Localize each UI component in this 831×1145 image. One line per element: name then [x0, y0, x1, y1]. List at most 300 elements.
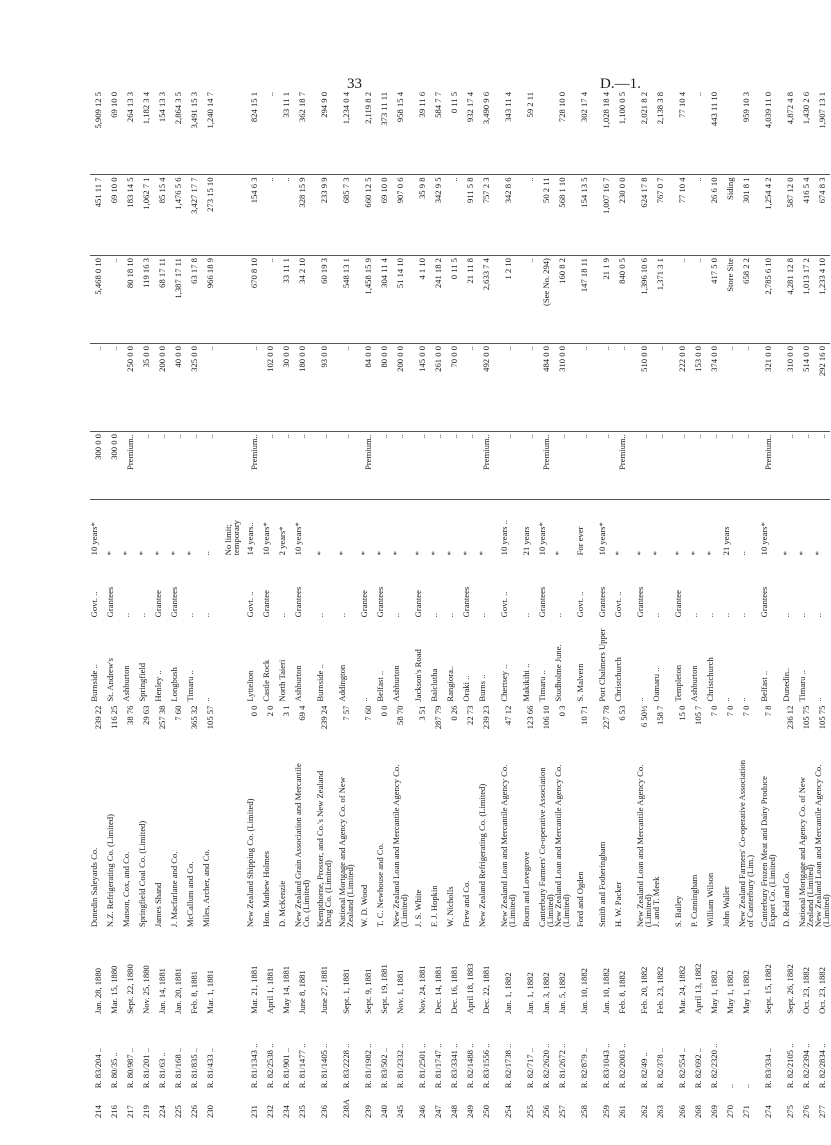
table-cell: 492 0 0 — [478, 344, 494, 432]
table-cell: Grantees — [759, 586, 769, 618]
table-cell — [538, 90, 554, 175]
table-cell: 840 0 5 — [614, 256, 630, 344]
table-cell: .. — [277, 613, 287, 618]
table-cell: Templeton — [673, 664, 683, 702]
table-cell: National Mortgage and Agency Co. of New Zealand (Limited) — [337, 777, 355, 928]
table-cell: For ever — [575, 526, 585, 556]
table-cell: Hon. Mathew Holmes — [261, 851, 271, 928]
table-cell: 262 — [639, 1105, 649, 1118]
table-cell: June 8, 1881 — [297, 970, 307, 1014]
table-cell — [224, 432, 240, 500]
table-cell: 257 38 — [157, 705, 167, 730]
table-cell: T. C. Newhouse and Co. — [375, 843, 385, 928]
table-cell: * — [613, 551, 623, 556]
table-cell: Sept. 9, 1881 — [363, 968, 373, 1014]
table-cell: 1,182 3 4 — [138, 90, 154, 175]
table-cell: .. — [338, 432, 354, 500]
table-cell: 240 — [379, 1105, 389, 1118]
table-cell: .. — [338, 344, 354, 432]
table-cell: .. — [170, 432, 186, 500]
table-cell: J. S. White — [413, 889, 423, 928]
table-cell: 230 — [205, 1105, 215, 1118]
table-cell: 451 11 7 — [90, 175, 106, 256]
table-cell: .. — [262, 175, 278, 256]
table-cell: * — [429, 551, 439, 556]
table-cell: .. — [690, 256, 706, 344]
table-cell: 58 70 — [395, 705, 405, 725]
table-cell: .. — [690, 90, 706, 175]
table-cell: * — [375, 551, 385, 556]
table-cell: 105 75 — [817, 705, 827, 730]
table-cell: Grantees — [635, 586, 645, 618]
table-cell: 63 17 8 — [186, 256, 202, 344]
table-cell: 15 0 — [677, 705, 687, 721]
table-cell: .. — [652, 432, 668, 500]
table-cell: Feb. 8, 1881 — [189, 970, 199, 1014]
table-cell: W. D. Wood — [359, 884, 369, 928]
table-cell: Timaru .. — [797, 670, 807, 702]
table-cell: Smith and Fotheringham — [597, 841, 607, 928]
table-row — [598, 90, 614, 1120]
table-cell: 373 11 11 — [376, 90, 392, 175]
table-row — [122, 90, 138, 1120]
table-cell: 1,028 18 4 — [598, 90, 614, 175]
table-cell: 4,281 12 8 — [782, 256, 798, 344]
table-cell: Sept. 1, 1881 — [341, 968, 351, 1014]
table-cell: .. — [798, 432, 814, 500]
table-cell: Dunedin Saleyards Co. — [89, 847, 99, 928]
table-cell: Dec. 16, 1881 — [449, 965, 459, 1014]
table-cell: William Wilson — [705, 872, 715, 928]
table-cell: 264 13 3 — [122, 90, 138, 175]
table-cell: Dec. 22, 1881 — [481, 965, 491, 1014]
table-cell — [224, 1016, 240, 1090]
table-cell: * — [781, 551, 791, 556]
table-cell: 200 0 0 — [154, 344, 170, 432]
table-row — [782, 90, 798, 1120]
table-cell: D. Reid and Co. — [781, 871, 791, 928]
table-row — [294, 90, 310, 1120]
table-cell — [224, 175, 240, 256]
table-cell: 294 9 0 — [316, 90, 332, 175]
table-cell: 80 18 10 — [122, 256, 138, 344]
table-cell: 674 8 3 — [814, 175, 830, 256]
table-cell: .. — [781, 613, 791, 618]
table-cell: 14 years.. — [245, 522, 255, 556]
table-cell: Miles, Archer, and Co. — [201, 849, 211, 928]
table-cell: 21 years — [521, 526, 531, 556]
table-cell: .. — [337, 613, 347, 618]
table-cell: .. — [690, 432, 706, 500]
table-cell: .. — [278, 432, 294, 500]
table-cell: Christchurch — [705, 657, 715, 702]
table-cell: 247 — [433, 1105, 443, 1118]
table-row — [576, 90, 592, 1120]
table-cell: .. — [262, 432, 278, 500]
table-cell: .. — [106, 344, 122, 432]
table-cell: .. — [576, 432, 592, 500]
table-cell: * — [689, 551, 699, 556]
table-row — [170, 90, 186, 1120]
table-cell: .. — [721, 613, 731, 618]
table-cell: 0 3 — [557, 705, 567, 717]
table-cell: 154 6 3 — [246, 175, 262, 256]
table-cell: Oct. 23, 1882 — [817, 967, 827, 1014]
table-cell: R. 81/1405 .. — [319, 1043, 329, 1089]
table-cell: 38 76 — [125, 705, 135, 725]
table-cell: .. — [316, 432, 332, 500]
table-cell: R. 83/1556 .. — [481, 1043, 491, 1089]
table-cell: R. 80/987 .. — [125, 1047, 135, 1089]
table-cell: .. — [262, 256, 278, 344]
table-cell: 1,240 14 7 — [202, 90, 218, 175]
table-cell: 21 11 8 — [462, 256, 478, 344]
table-cell: Henley .. — [153, 670, 163, 702]
table-cell: Nov. 25, 1880 — [141, 965, 151, 1014]
table-cell: 105 75 — [801, 705, 811, 730]
table-cell: Burnside .. — [315, 664, 325, 702]
table-cell: 250 0 0 — [122, 344, 138, 432]
table-cell: 3 51 — [417, 705, 427, 721]
table-cell: 1,234 0 4 — [338, 90, 354, 175]
table-cell: Belfast .. — [759, 670, 769, 702]
table-cell: R. 81/1343 .. — [249, 1043, 259, 1089]
table-cell: 231 — [249, 1105, 259, 1118]
table-cell: April 18, 1883 — [465, 963, 475, 1014]
table-cell: Burns .. — [477, 674, 487, 702]
table-cell: Govt. .. — [575, 591, 585, 618]
table-cell: 258 — [579, 1105, 589, 1118]
table-cell: Oraki .. — [461, 675, 471, 702]
table-cell: 69 10 0 — [376, 175, 392, 256]
table-cell: .. — [500, 344, 516, 432]
table-cell: 35 9 8 — [414, 175, 430, 256]
table-row — [138, 90, 154, 1120]
table-cell: 757 2 3 — [478, 175, 494, 256]
table-cell: 4 1 10 — [414, 256, 430, 344]
table-cell: 276 — [801, 1105, 811, 1118]
table-cell: New Zealand Loan and Mercantile Agency Co. (Limited) — [553, 764, 571, 928]
table-cell: 269 — [709, 1105, 719, 1118]
table-cell: * — [105, 551, 115, 556]
table-cell: 416 5 4 — [798, 175, 814, 256]
table-cell: .. — [359, 697, 369, 702]
table-cell: 6 50½ — [639, 705, 649, 728]
table-cell: 77 10 4 — [674, 90, 690, 175]
table-cell: .. — [201, 613, 211, 618]
table-cell: .. — [741, 1083, 751, 1089]
table-cell: 69 4 — [297, 705, 307, 721]
table-cell: .. — [521, 613, 531, 618]
table-cell: .. — [522, 175, 538, 256]
table-cell — [224, 619, 240, 703]
table-cell: Matson, Cox, and Co. — [121, 851, 131, 928]
table-cell: 2 years* — [277, 526, 287, 556]
table-cell: 219 — [141, 1105, 151, 1118]
table-cell: Grantees — [293, 586, 303, 618]
table-cell: 180 0 0 — [294, 344, 310, 432]
table-cell: 0 26 — [449, 705, 459, 721]
table-cell: R. 81/2501 .. — [417, 1043, 427, 1089]
table-cell: 238A — [341, 1098, 351, 1118]
table-cell: 239 24 — [319, 705, 329, 730]
table-cell: May 1, 1882 — [725, 970, 735, 1014]
table-cell: 443 11 10 — [706, 90, 722, 175]
table-cell: 10 71 — [579, 705, 589, 725]
table-cell: .. — [430, 432, 446, 500]
table-row — [690, 90, 706, 1120]
table-cell: 1,387 17 11 — [170, 256, 186, 344]
table-cell: * — [813, 551, 823, 556]
table-cell: * — [705, 551, 715, 556]
table-cell: 343 11 4 — [500, 90, 516, 175]
table-cell: 10 years* — [293, 522, 303, 556]
table-cell: 10 years* — [89, 522, 99, 556]
table-cell: Sept. 19, 1881 — [379, 964, 389, 1014]
table-cell — [224, 929, 240, 1016]
table-cell: 256 — [541, 1105, 551, 1118]
table-cell: June 27, 1881 — [319, 965, 329, 1014]
table-cell: 1,100 0 5 — [614, 90, 630, 175]
table-cell: New Zealand Shipping Co. (Limited) — [245, 798, 255, 928]
table-cell: .. — [202, 344, 218, 432]
table-cell — [224, 557, 240, 619]
table-cell: .. — [246, 344, 262, 432]
table-cell: 268 — [693, 1105, 703, 1118]
table-cell: Jan. 1, 1882 — [503, 972, 513, 1014]
table-row — [636, 90, 652, 1120]
table-cell: * — [315, 551, 325, 556]
table-row — [90, 90, 106, 1120]
table-cell: 245 — [395, 1105, 405, 1118]
table-cell: Burnside .. — [89, 664, 99, 702]
table-cell: Rangiora.. — [445, 665, 455, 702]
table-row — [798, 90, 814, 1120]
table-cell: 275 — [785, 1105, 795, 1118]
table-cell: 2,633 7 4 — [478, 256, 494, 344]
table-cell: 660 12 5 — [360, 175, 376, 256]
table-row — [430, 90, 446, 1120]
table-cell: 325 0 0 — [186, 344, 202, 432]
table-cell: Sept. 26, 1882 — [785, 964, 795, 1014]
table-cell: 233 9 9 — [316, 175, 332, 256]
table-row — [554, 90, 570, 1120]
table-cell: Springfield — [137, 662, 147, 702]
table-cell: Feb. 20, 1882 — [639, 966, 649, 1014]
table-row — [224, 90, 240, 1120]
table-cell: 93 0 0 — [316, 344, 332, 432]
table-cell: May 1, 1882 — [709, 970, 719, 1014]
table-cell: S. Malvern — [575, 663, 585, 702]
table-cell: .. — [462, 432, 478, 500]
table-cell: 77 10 4 — [674, 175, 690, 256]
table-row — [814, 90, 830, 1120]
table-cell: McCallum and Co. — [185, 861, 195, 928]
table-cell: 417 5 0 — [706, 256, 722, 344]
table-cell: Canterbury Frozen Meat and Dairy Produce Export Co. (Limited) — [759, 776, 777, 928]
table-cell: .. — [186, 432, 202, 500]
table-cell: Govt. .. — [89, 591, 99, 618]
table-cell: .. — [414, 432, 430, 500]
table-cell: .. — [598, 432, 614, 500]
table-cell: 3,427 17 7 — [186, 175, 202, 256]
table-cell: .. — [721, 697, 731, 702]
table-cell: .. — [315, 613, 325, 618]
table-cell: Jan. 10, 1882 — [601, 968, 611, 1014]
table-cell: 484 0 0 — [538, 344, 554, 432]
table-cell: 728 10 0 — [554, 90, 570, 175]
table-cell: Premium.. — [538, 432, 554, 500]
table-cell: 200 0 0 — [392, 344, 408, 432]
table-cell: 362 18 7 — [294, 90, 310, 175]
table-cell: 292 16 0 — [814, 344, 830, 432]
table-cell: * — [477, 551, 487, 556]
table-cell: 302 17 4 — [576, 90, 592, 175]
table-cell: 40 0 0 — [170, 344, 186, 432]
table-cell: 1,007 16 7 — [598, 175, 614, 256]
table-cell: Premium.. — [360, 432, 376, 500]
table-cell: Sept. 22, 1880 — [125, 964, 135, 1014]
table-cell: Jan. 5, 1882 — [557, 972, 567, 1014]
table-cell: 105 57 — [205, 705, 215, 730]
table-cell: R. 82/1738 .. — [503, 1043, 513, 1089]
table-cell: * — [121, 551, 131, 556]
table-row — [722, 90, 738, 1120]
table-cell: 241 18 2 — [430, 256, 446, 344]
table-cell: Grantee — [359, 590, 369, 618]
table-cell: 270 — [725, 1105, 735, 1118]
table-cell: Timaru .. — [537, 670, 547, 702]
table-cell: Oamaru .. — [651, 667, 661, 702]
table-cell — [224, 751, 240, 929]
table-row — [462, 90, 478, 1120]
table-cell: Port Chalmers Upper — [597, 628, 607, 702]
table-cell: 29 63 — [141, 705, 151, 725]
table-row — [186, 90, 202, 1120]
table-cell: R. 82/2003 .. — [617, 1043, 627, 1089]
table-row — [614, 90, 630, 1120]
table-cell: .. — [652, 344, 668, 432]
table-cell: .. — [278, 175, 294, 256]
table-cell: Feb. 8, 1882 — [617, 970, 627, 1014]
table-cell: .. — [738, 344, 754, 432]
table-cell: Lyttelton — [245, 670, 255, 702]
page-number: 33 — [347, 76, 362, 92]
table-cell: Dec. 14, 1881 — [433, 965, 443, 1014]
table-cell: New Zealand Farmers' Co-operative Association of Canterbury (Lim.) — [737, 759, 755, 928]
table-cell: 232 — [265, 1105, 275, 1118]
page-code: D.—1. — [600, 76, 641, 92]
table-cell: 4,872 4 8 — [782, 90, 798, 175]
table-cell: Govt. .. — [613, 591, 623, 618]
table-cell: 624 17 8 — [636, 175, 652, 256]
table-cell: 328 15 9 — [294, 175, 310, 256]
table-cell: * — [185, 551, 195, 556]
table-cell: 958 15 4 — [392, 90, 408, 175]
table-cell: .. — [185, 613, 195, 618]
table-cell: Grantee — [673, 590, 683, 618]
table-cell: R. 82/2834 .. — [817, 1043, 827, 1089]
table-cell: * — [153, 551, 163, 556]
table-cell: 10 years* — [261, 522, 271, 556]
table-cell: 261 0 0 — [430, 344, 446, 432]
table-cell: J. and T. Meek — [651, 876, 661, 928]
table-cell: 106 10 — [541, 705, 551, 730]
table-cell: 3,491 15 3 — [186, 90, 202, 175]
table-row — [278, 90, 294, 1120]
table-cell: R. 82/2105 .. — [785, 1043, 795, 1089]
table-cell: New Zealand Loan and Mercantile Agency Co. (Limited) — [499, 764, 517, 928]
table-cell: .. — [445, 613, 455, 618]
table-cell: 214 — [93, 1105, 103, 1118]
table-cell: .. — [121, 613, 131, 618]
table-cell: 160 8 2 — [554, 256, 570, 344]
table-cell: St. Andrew's — [105, 658, 115, 702]
table-cell: 248 — [449, 1105, 459, 1118]
table-cell: 249 — [465, 1105, 475, 1118]
table-cell: .. — [737, 697, 747, 702]
table-cell: No limit; temporary — [223, 520, 241, 556]
table-cell: Makikihi .. — [521, 663, 531, 702]
table-cell: 102 0 0 — [262, 344, 278, 432]
table-cell: 70 0 0 — [446, 344, 462, 432]
table-cell: R. 81/2672 .. — [557, 1043, 567, 1089]
table-cell: .. — [201, 697, 211, 702]
table-cell: 154 13 5 — [576, 175, 592, 256]
table-cell: R. 81/201 .. — [141, 1047, 151, 1089]
table-cell: 21 1 9 — [598, 256, 614, 344]
table-cell: R. 81/433 .. — [205, 1047, 215, 1089]
table-row — [446, 90, 462, 1120]
table-cell: 0 11 5 — [446, 256, 462, 344]
table-cell: 2,864 3 5 — [170, 90, 186, 175]
table-cell: * — [169, 551, 179, 556]
table-cell: R. 80/35 .. — [109, 1052, 119, 1089]
table-cell: Chertsey .. — [499, 664, 509, 702]
table-row — [376, 90, 392, 1120]
table-cell: (See No. 294) — [538, 256, 554, 344]
table-cell: 658 2 2 — [738, 256, 754, 344]
table-cell: 33 11 1 — [278, 90, 294, 175]
table-cell: .. — [477, 613, 487, 618]
table-cell: .. — [690, 175, 706, 256]
table-cell: Dunedin.. — [781, 667, 791, 702]
table-cell: 510 0 0 — [636, 344, 652, 432]
table-cell: New Zealand Loan and Mercantile Agency Co. (Limited) — [635, 764, 653, 928]
table-cell: Longbush — [169, 667, 179, 702]
table-cell: 239 — [363, 1105, 373, 1118]
table-cell: 2 0 — [265, 705, 275, 717]
table-cell: 4,039 11 0 — [760, 90, 776, 175]
table-cell: Castle Rock — [261, 659, 271, 702]
table-cell: 1,430 2 6 — [798, 90, 814, 175]
table-cell: Store Site — [722, 256, 738, 344]
table-cell: R. 81/2332 .. — [395, 1043, 405, 1089]
table-cell: 261 — [617, 1105, 627, 1118]
table-cell: .. — [294, 432, 310, 500]
table-cell: 222 0 0 — [674, 344, 690, 432]
table-cell: Govt. .. — [499, 591, 509, 618]
table-row — [338, 90, 354, 1120]
table-cell: 239 22 — [93, 705, 103, 730]
table-cell: 147 18 11 — [576, 256, 592, 344]
table-cell: .. — [614, 344, 630, 432]
table-cell: 10 years* — [597, 522, 607, 556]
table-cell: R. 81/1982 .. — [363, 1043, 373, 1089]
table-cell: 548 13 1 — [338, 256, 354, 344]
table-cell: R. 83/334 .. — [763, 1047, 773, 1089]
table-cell: Ashburton — [121, 665, 131, 702]
